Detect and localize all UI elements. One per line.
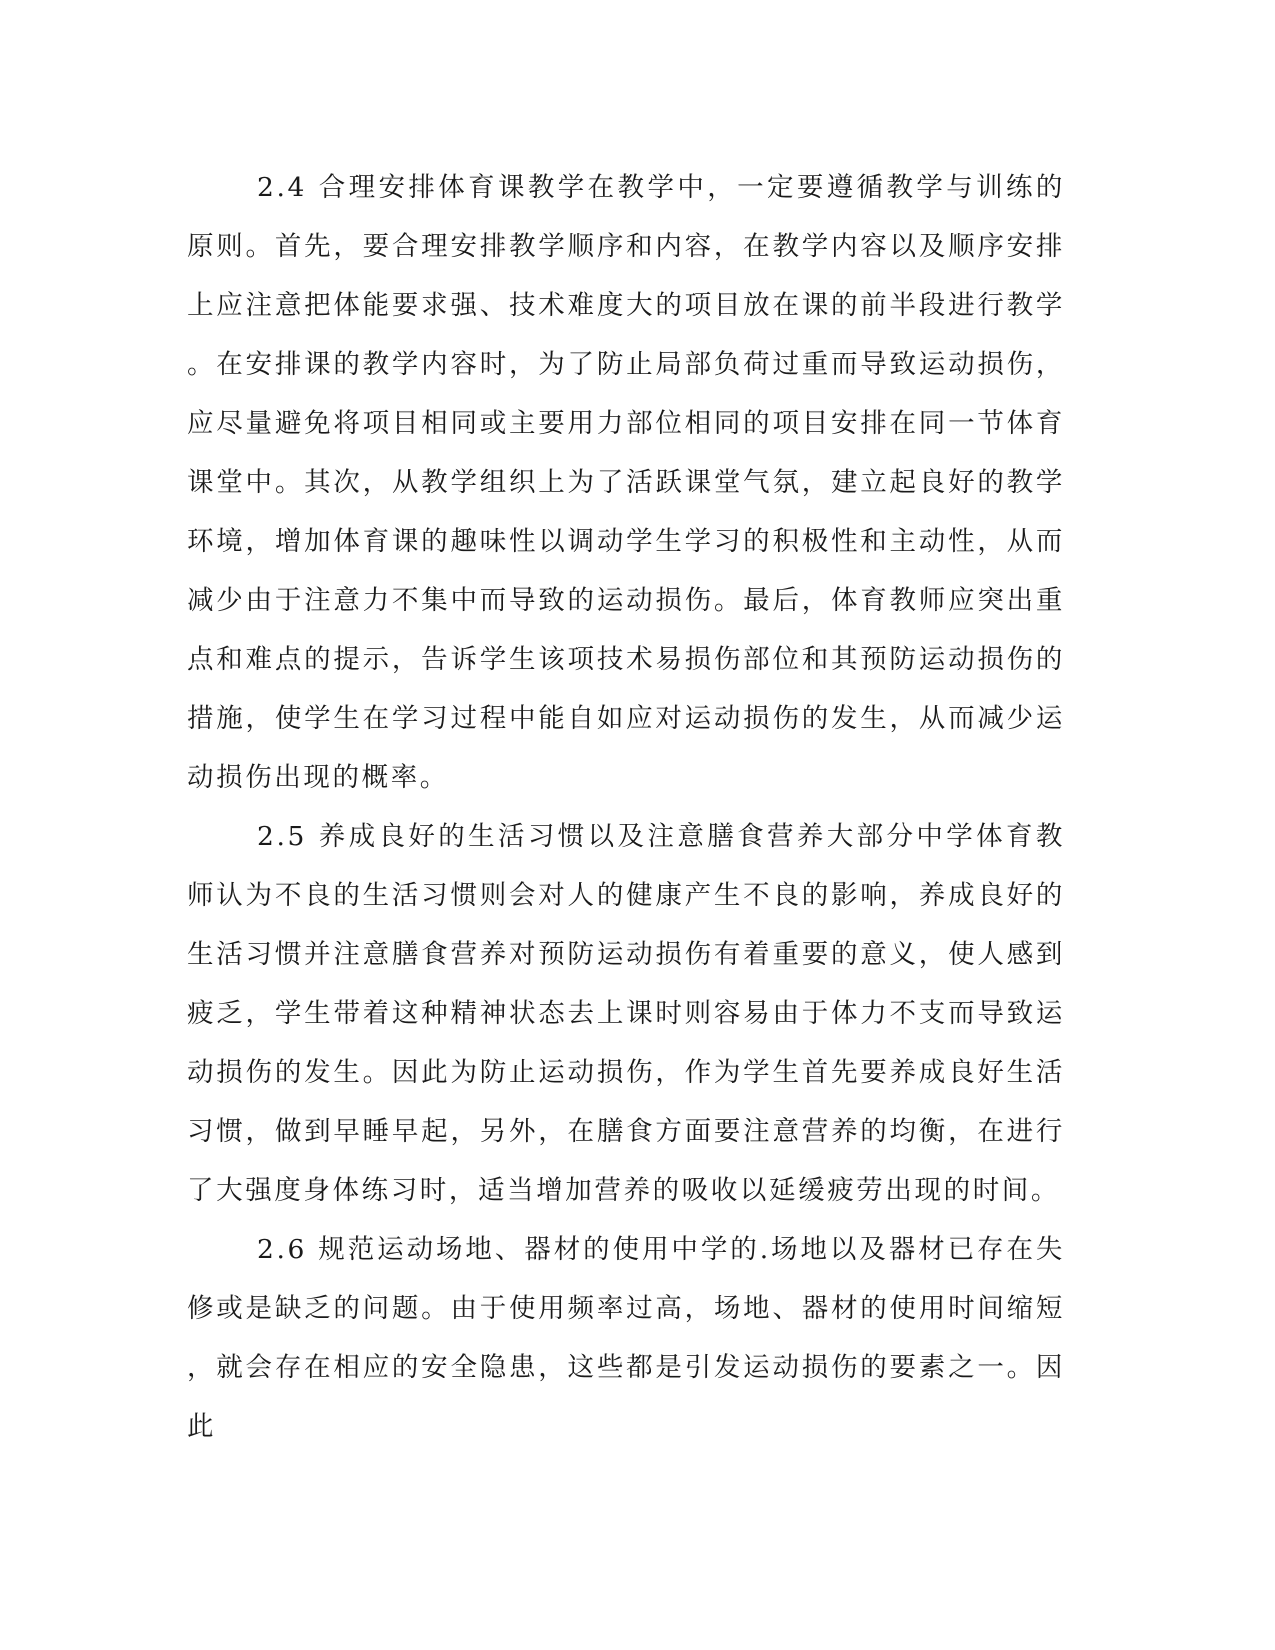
paragraph-2-5: 2.5 养成良好的生活习惯以及注意膳食营养大部分中学体育教师认为不良的生活习惯则会对人的健康产生不良的影响，养成良好的生活习惯并注意膳食营养对预防运动损伤有着重要的意义，使人感到疲乏，学生带着这种精神状态去上课时则容易由于体力不支而导致运动损伤的发生。因此为防止运动损伤，作为学生首先要养成良好生活习惯，做到早睡早起，另外，在膳食方面要注意营养的均衡，在进行了大强度身体练习时，适当增加营养的吸收以延缓疲劳出现的时间。 (187, 821, 1065, 1206)
paragraph-2-4: 2.4 合理安排体育课教学在教学中，一定要遵循教学与训练的原则。首先，要合理安排教学顺序和内容，在教学内容以及顺序安排上应注意把体能要求强、技术难度大的项目放在课的前半段进行教学。在安排课的教学内容时，为了防止局部负荷过重而导致运动损伤，应尽量避免将项目相同或主要用力部位相同的项目安排在同一节体育课堂中。其次，从教学组织上为了活跃课堂气氛，建立起良好的教学环境，增加体育课的趣味性以调动学生学习的积极性和主动性，从而减少由于注意力不集中而导致的运动损伤。最后，体育教师应突出重点和难点的提示，告诉学生该项技术易损伤部位和其预防运动损伤的措施，使学生在学习过程中能自如应对运动损伤的发生，从而减少运动损伤出现的概率。 (187, 172, 1065, 793)
document-body (187, 158, 1065, 1456)
paragraph-2-6: 2.6 规范运动场地、器材的使用中学的.场地以及器材已存在失修或是缺乏的问题。由于使用频率过高，场地、器材的使用时间缩短，就会存在相应的安全隐患，这些都是引发运动损伤的要素之一。因此 (187, 1234, 1065, 1442)
